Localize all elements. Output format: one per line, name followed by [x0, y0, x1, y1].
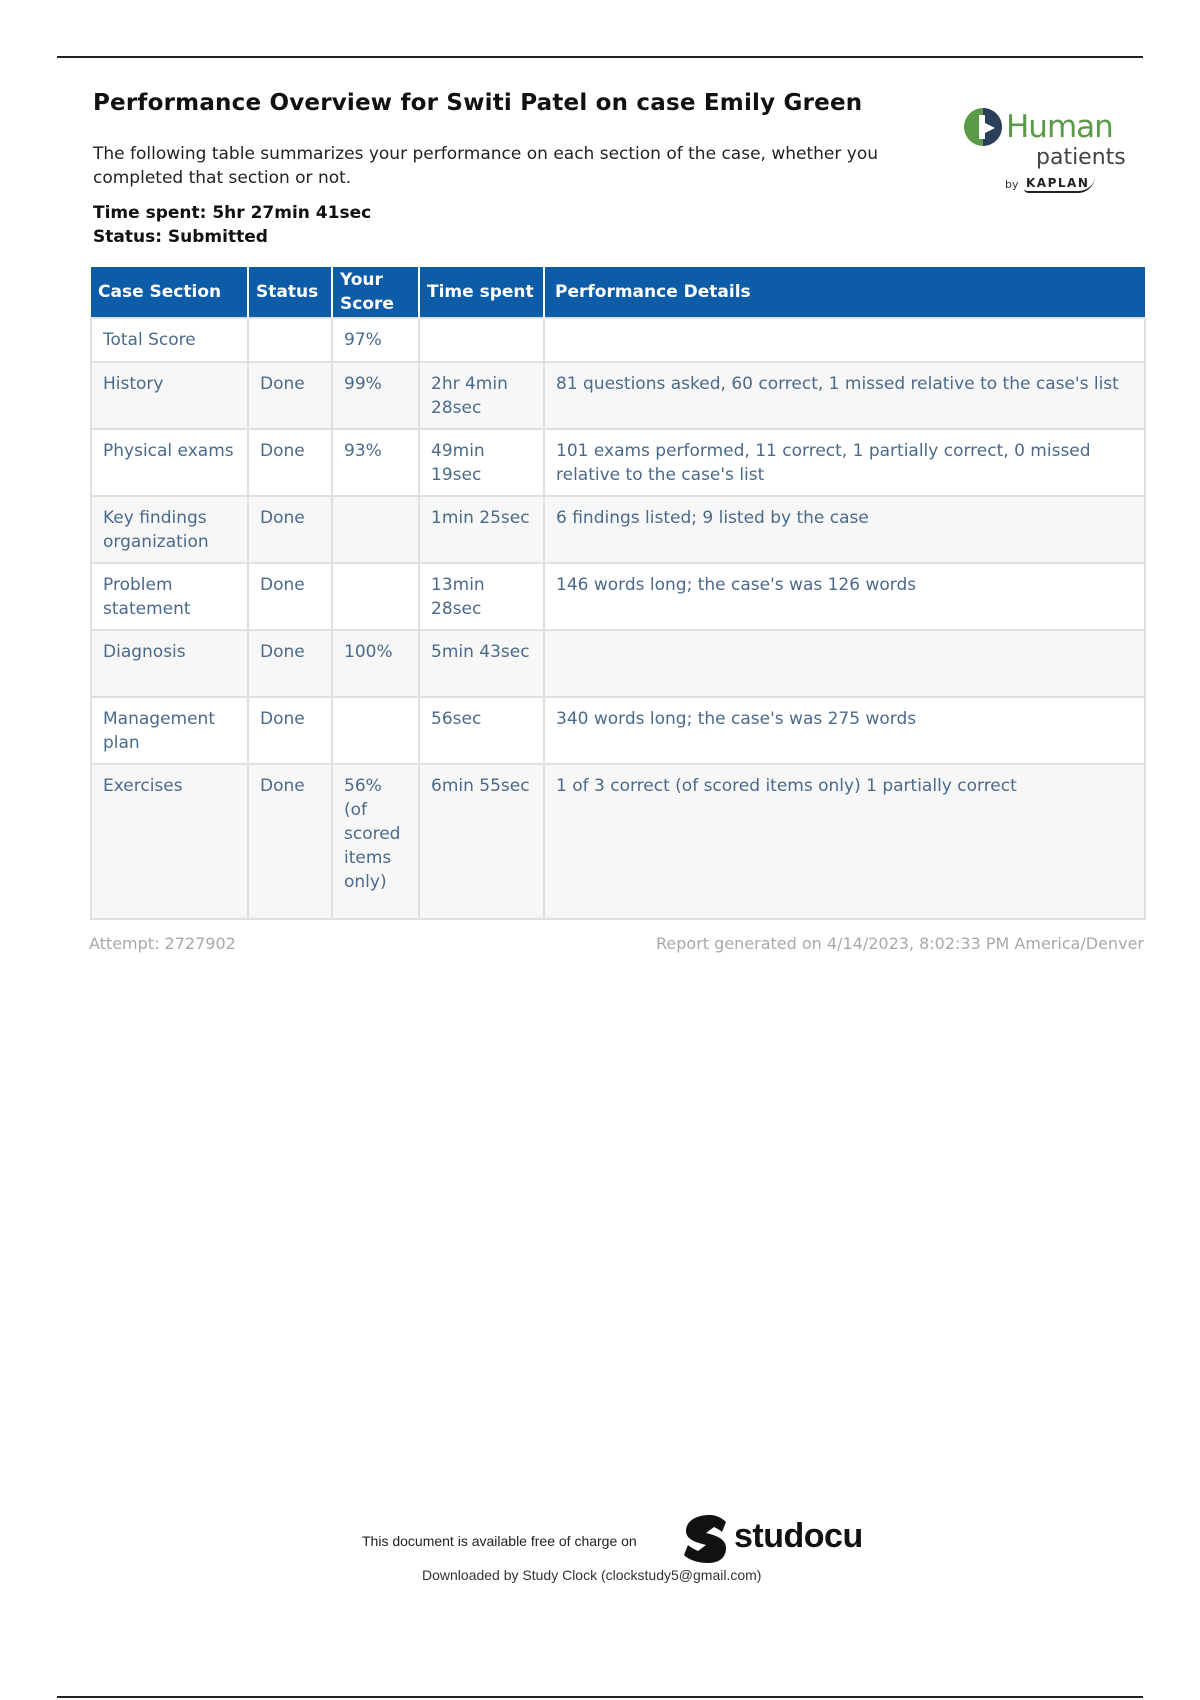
- column-header-details: Performance Details: [544, 267, 1145, 318]
- cell-score: 99%: [332, 362, 419, 429]
- column-header-case-section: Case Section: [91, 267, 248, 318]
- cell-time: 2hr 4min 28sec: [419, 362, 544, 429]
- cell-status: Done: [248, 496, 332, 563]
- cell-status: Done: [248, 697, 332, 764]
- cell-status: Done: [248, 429, 332, 496]
- top-rule: [57, 56, 1143, 58]
- logo-kaplan-text: KAPLAN: [1024, 176, 1095, 193]
- cell-details: 1 of 3 correct (of scored items only) 1 partially correct: [544, 764, 1145, 919]
- table-row: [91, 496, 1145, 563]
- cell-details: 6 findings listed; 9 listed by the case: [544, 496, 1145, 563]
- human-patients-mark-icon: [963, 107, 1003, 147]
- cell-status: Done: [248, 362, 332, 429]
- downloaded-by-text: Downloaded by Study Clock (clockstudy5@gmail.com): [422, 1567, 762, 1583]
- studocu-brand-text: studocu: [734, 1517, 863, 1555]
- cell-details: [544, 318, 1145, 362]
- studocu-logo-icon: [680, 1513, 728, 1565]
- table-row: [91, 429, 1145, 496]
- attempt-id: Attempt: 2727902: [89, 934, 236, 953]
- cell-score: 56% (of scored items only): [332, 764, 419, 919]
- availability-text: This document is available free of charge on: [362, 1533, 637, 1549]
- performance-table: [90, 267, 1146, 920]
- cell-section: Diagnosis: [91, 630, 248, 697]
- column-header-time: Time spent: [419, 267, 544, 318]
- cell-section: Key findings organization: [91, 496, 248, 563]
- report-generated-timestamp: Report generated on 4/14/2023, 8:02:33 PM America/Denver: [656, 934, 1144, 953]
- report-header: [93, 90, 953, 249]
- column-header-score: Your Score: [332, 267, 419, 318]
- cell-section: Exercises: [91, 764, 248, 919]
- cell-time: 6min 55sec: [419, 764, 544, 919]
- cell-score: 93%: [332, 429, 419, 496]
- cell-details: 340 words long; the case's was 275 words: [544, 697, 1145, 764]
- table-row: [91, 563, 1145, 630]
- submission-status: Status: Submitted: [93, 227, 268, 247]
- page-title: Performance Overview for Switi Patel on case Emily Green: [93, 90, 863, 116]
- logo-human-text: Human: [1006, 109, 1113, 145]
- cell-details: 146 words long; the case's was 126 words: [544, 563, 1145, 630]
- cell-score: [332, 697, 419, 764]
- cell-status: Done: [248, 630, 332, 697]
- intro-text: The following table summarizes your performance on each section of the case, whether you completed that section or not.: [93, 144, 878, 188]
- cell-details: 81 questions asked, 60 correct, 1 missed relative to the case's list: [544, 362, 1145, 429]
- cell-section: Total Score: [91, 318, 248, 362]
- table-row: [91, 362, 1145, 429]
- cell-status: [248, 318, 332, 362]
- table-row: [91, 318, 1145, 362]
- table-row: [91, 630, 1145, 697]
- cell-time: [419, 318, 544, 362]
- logo-by-text: by: [1005, 178, 1019, 191]
- studocu-banner: [360, 1513, 880, 1593]
- cell-section: Problem statement: [91, 563, 248, 630]
- cell-time: 49min 19sec: [419, 429, 544, 496]
- human-patients-logo: [963, 103, 1143, 203]
- cell-score: 97%: [332, 318, 419, 362]
- table-header-row: [91, 267, 1145, 318]
- cell-score: [332, 563, 419, 630]
- bottom-rule: [57, 1696, 1143, 1698]
- time-spent: Time spent: 5hr 27min 41sec: [93, 203, 372, 223]
- cell-time: 5min 43sec: [419, 630, 544, 697]
- cell-score: [332, 496, 419, 563]
- column-header-status: Status: [248, 267, 332, 318]
- cell-time: 13min 28sec: [419, 563, 544, 630]
- table-row: [91, 697, 1145, 764]
- logo-patients-text: patients: [1036, 145, 1126, 170]
- cell-section: History: [91, 362, 248, 429]
- cell-section: Physical exams: [91, 429, 248, 496]
- cell-details: [544, 630, 1145, 697]
- cell-details: 101 exams performed, 11 correct, 1 partially correct, 0 missed relative to the case's list: [544, 429, 1145, 496]
- cell-time: 1min 25sec: [419, 496, 544, 563]
- cell-status: Done: [248, 764, 332, 919]
- table-row: [91, 764, 1145, 919]
- cell-score: 100%: [332, 630, 419, 697]
- cell-time: 56sec: [419, 697, 544, 764]
- cell-status: Done: [248, 563, 332, 630]
- cell-section: Management plan: [91, 697, 248, 764]
